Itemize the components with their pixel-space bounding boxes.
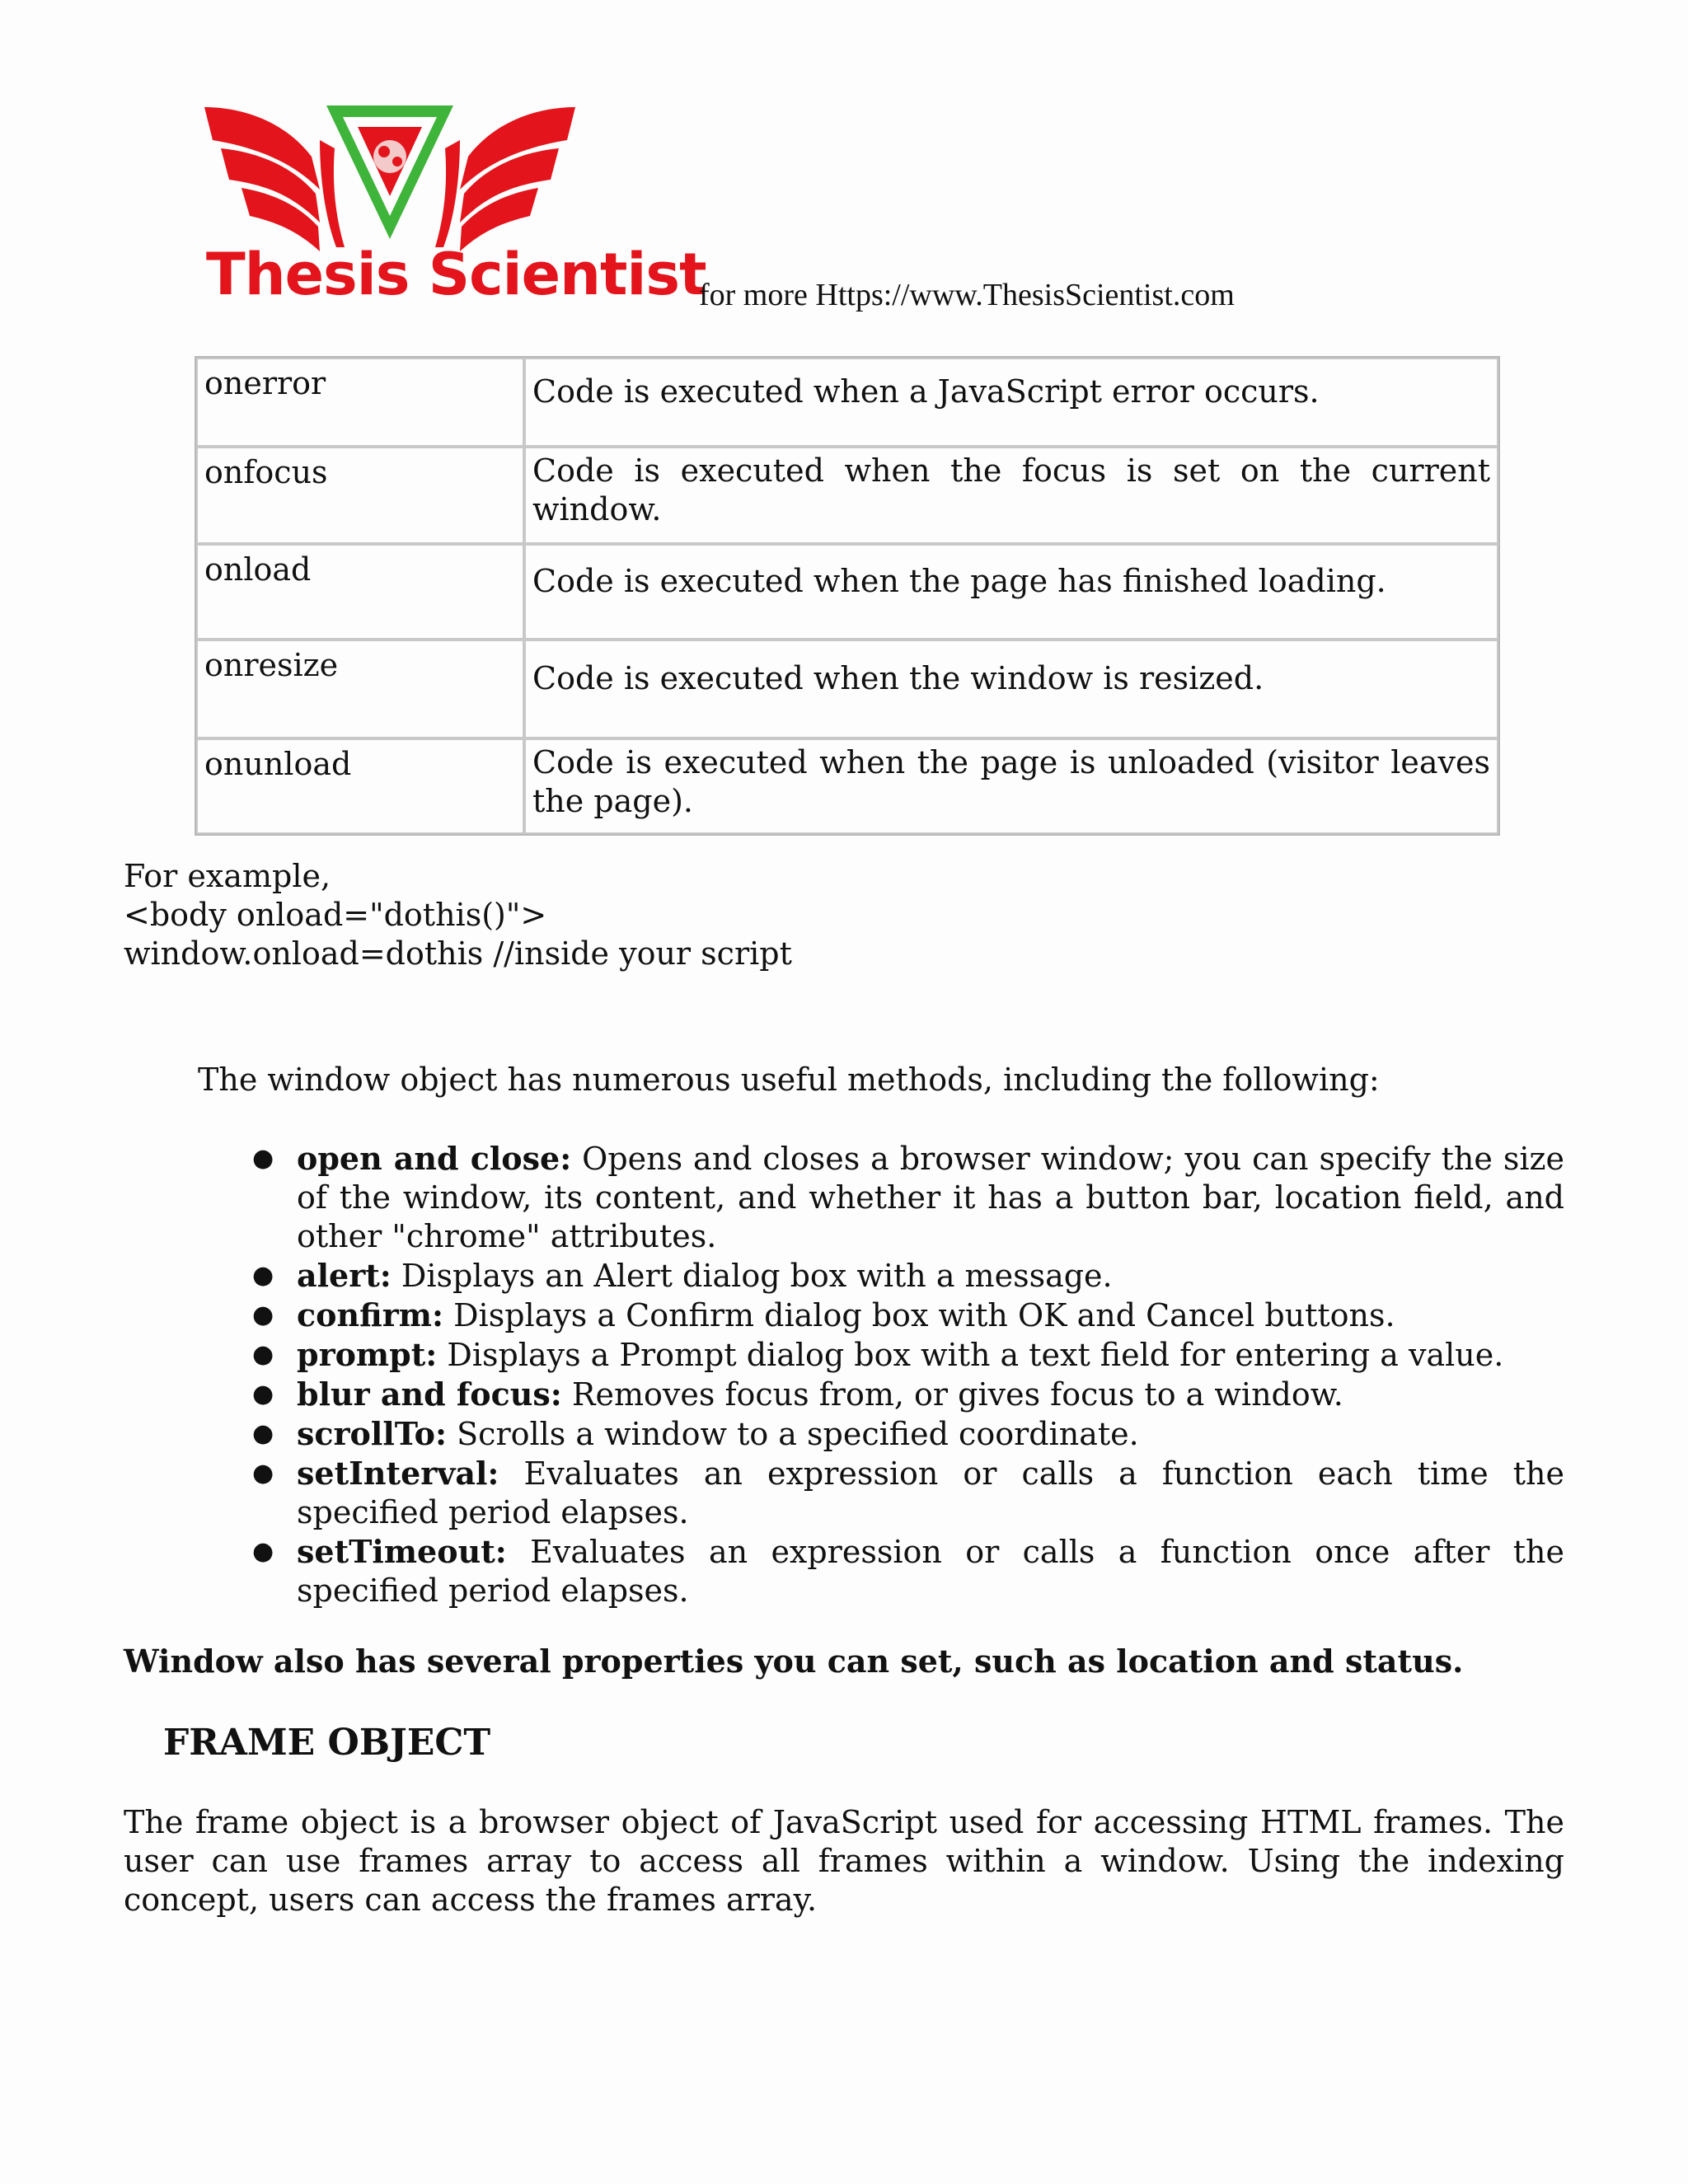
list-item bbox=[252, 1454, 1564, 1532]
method-term: setTimeout: bbox=[297, 1533, 507, 1570]
method-term: scrollTo: bbox=[297, 1415, 448, 1452]
window-properties-note: Window also has several properties you can set, such as location and status. bbox=[124, 1643, 1464, 1680]
list-item bbox=[252, 1375, 1564, 1414]
table-row bbox=[196, 738, 1498, 834]
method-text: Displays a Prompt dialog box with a text field for entering a value. bbox=[437, 1337, 1504, 1373]
list-item bbox=[252, 1139, 1564, 1256]
example-label: For example, bbox=[124, 858, 331, 894]
method-term: blur and focus: bbox=[297, 1376, 562, 1413]
winged-triangle-emblem bbox=[196, 91, 584, 255]
bullet-icon: ● bbox=[252, 1261, 274, 1290]
brand-name: Thesis Scientist bbox=[206, 241, 706, 308]
method-text: Scrolls a window to a specified coordinate. bbox=[447, 1416, 1139, 1452]
list-item bbox=[252, 1256, 1564, 1296]
bullet-icon: ● bbox=[252, 1144, 274, 1173]
method-text: Evaluates an expression or calls a function once after the specified period elapses. bbox=[297, 1534, 1564, 1609]
bullet-icon: ● bbox=[252, 1340, 274, 1369]
frame-object-heading: FRAME OBJECT bbox=[163, 1722, 491, 1764]
method-text: Removes focus from, or gives focus to a window. bbox=[561, 1376, 1343, 1413]
methods-intro: The window object has numerous useful methods, including the following: bbox=[198, 1062, 1380, 1098]
method-term: setInterval: bbox=[297, 1455, 499, 1492]
bullet-icon: ● bbox=[252, 1419, 274, 1448]
site-link-text: for more Https://www.ThesisScientist.com bbox=[699, 278, 1235, 312]
window-methods-list bbox=[252, 1139, 1564, 1610]
method-text: Evaluates an expression or calls a function each time the specified period elapses. bbox=[297, 1455, 1564, 1530]
method-text: Opens and closes a browser window; you can specify the size of the window, its content, and whether it has a button bar, location field, and other "chrome" attributes. bbox=[297, 1141, 1564, 1254]
example-body-tag: <body onload="dothis()"> bbox=[124, 897, 547, 933]
event-name-cell: onerror bbox=[196, 358, 524, 447]
method-term: prompt: bbox=[297, 1336, 438, 1373]
bullet-icon: ● bbox=[252, 1459, 274, 1488]
event-name-cell: onunload bbox=[196, 738, 524, 834]
window-events-table bbox=[195, 356, 1500, 836]
event-description-cell: Code is executed when the window is resized. bbox=[524, 640, 1498, 738]
event-description-cell: Code is executed when the page has finished loading. bbox=[524, 544, 1498, 640]
example-script-line: window.onload=dothis //inside your script bbox=[124, 935, 792, 972]
bullet-icon: ● bbox=[252, 1537, 274, 1566]
event-description-cell: Code is executed when the focus is set on the current window. bbox=[524, 447, 1498, 544]
event-name-cell: onresize bbox=[196, 640, 524, 738]
event-description-cell: Code is executed when the page is unloaded (visitor leaves the page). bbox=[524, 738, 1498, 834]
table-row bbox=[196, 358, 1498, 447]
event-name-cell: onfocus bbox=[196, 447, 524, 544]
table-row bbox=[196, 544, 1498, 640]
method-text: Displays a Confirm dialog box with OK and Cancel buttons. bbox=[443, 1297, 1395, 1333]
method-term: open and close: bbox=[297, 1140, 572, 1177]
list-item bbox=[252, 1414, 1564, 1454]
event-description-cell: Code is executed when a JavaScript error occurs. bbox=[524, 358, 1498, 447]
list-item bbox=[252, 1532, 1564, 1610]
bullet-icon: ● bbox=[252, 1380, 274, 1408]
event-name-cell: onload bbox=[196, 544, 524, 640]
code-example bbox=[124, 857, 792, 973]
table-row bbox=[196, 640, 1498, 738]
method-text: Displays an Alert dialog box with a message. bbox=[391, 1258, 1113, 1294]
method-term: alert: bbox=[297, 1257, 392, 1294]
list-item bbox=[252, 1296, 1564, 1335]
bullet-icon: ● bbox=[252, 1301, 274, 1329]
table-row bbox=[196, 447, 1498, 544]
list-item bbox=[252, 1335, 1564, 1375]
method-term: confirm: bbox=[297, 1296, 443, 1333]
frame-object-paragraph: The frame object is a browser object of JavaScript used for accessing HTML frames. The user can use frames array to access all frames within a window. Using the indexing concept, users can access the frames array. bbox=[124, 1804, 1564, 1918]
